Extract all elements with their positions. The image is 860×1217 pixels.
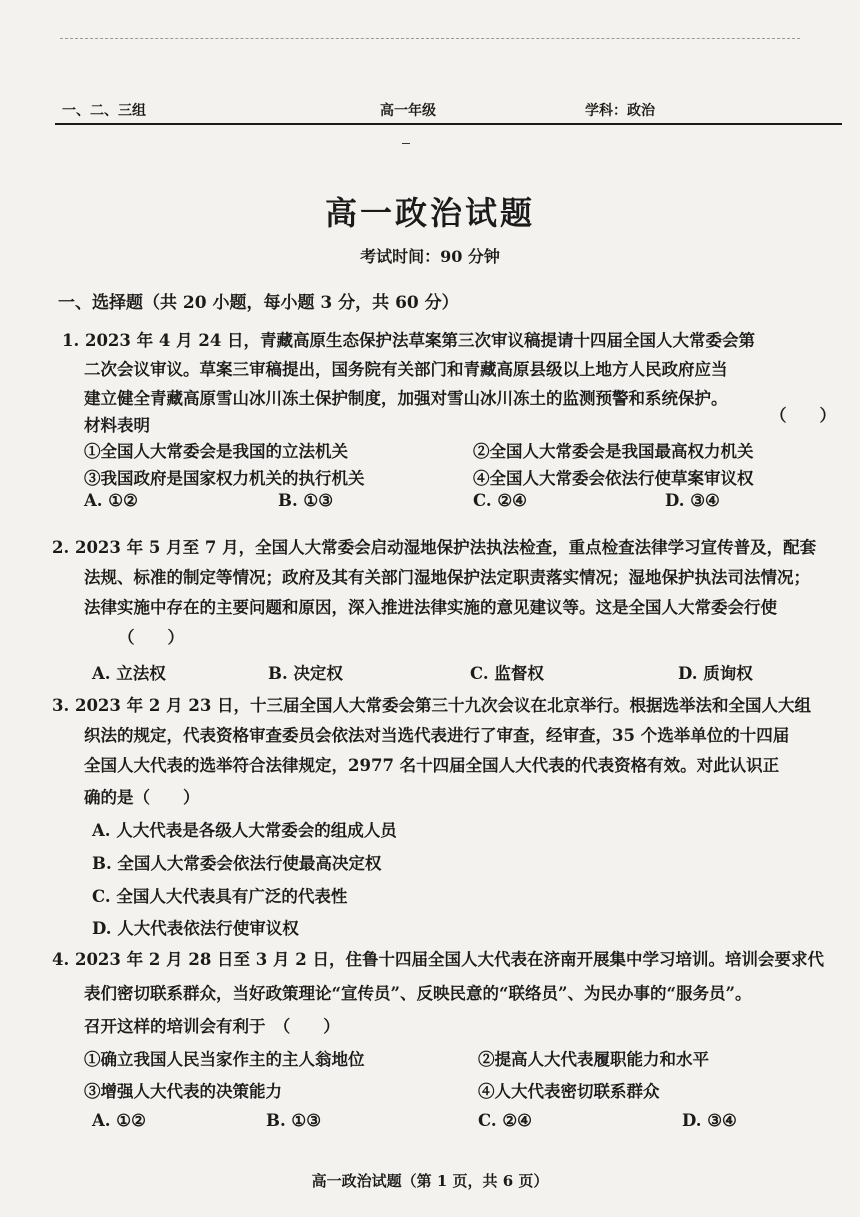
exam-time: 考试时间：90 分钟	[360, 247, 500, 266]
question-text-line: 1. 2023 年 4 月 24 日，青藏高原生态保护法草案第三次审议稿提请十四届全国人大常委会第	[62, 331, 756, 350]
statement-4: ④人大代表密切联系群众	[478, 1082, 660, 1101]
option-b: B. 决定权	[268, 664, 343, 683]
statement-2: ②提高人大代表履职能力和水平	[478, 1050, 709, 1069]
option-a: A. 立法权	[92, 664, 166, 683]
option-b: B. 全国人大常委会依法行使最高决定权	[92, 854, 382, 873]
question-text-line: （ ）	[118, 628, 184, 647]
question-text-line: 2. 2023 年 5 月至 7 月，全国人大常委会启动湿地保护法执法检查，重点检查法律学习宣传普及，配套	[52, 538, 817, 557]
option-c: C. ②④	[478, 1111, 532, 1130]
option-a: A. ①②	[92, 1111, 146, 1130]
option-d: D. 质询权	[678, 664, 753, 683]
question-text-line: 召开这样的培训会有利于 （ ）	[84, 1017, 340, 1036]
option-c: C. ②④	[473, 491, 527, 510]
question-text-line: 确的是（ ）	[84, 788, 200, 807]
question-text-line: 材料表明	[84, 416, 150, 435]
option-b: B. ①③	[278, 491, 334, 510]
option-d: D. ③④	[682, 1111, 737, 1130]
header-subject: 学科：政治	[585, 103, 655, 119]
option-a: A. ①②	[84, 491, 138, 510]
header-group: 一、二、三组	[62, 103, 146, 119]
option-d: D. ③④	[665, 491, 720, 510]
statement-3: ③我国政府是国家权力机关的执行机关	[84, 469, 365, 488]
small-dash-mark	[402, 143, 410, 144]
statement-4: ④全国人大常委会依法行使草案审议权	[473, 469, 754, 488]
section-heading: 一、选择题（共 20 小题，每小题 3 分，共 60 分）	[58, 293, 459, 313]
page-footer: 高一政治试题（第 1 页，共 6 页）	[311, 1172, 549, 1190]
question-text-line: 3. 2023 年 2 月 23 日，十三届全国人大常委会第三十九次会议在北京举行。根据选举法和全国人大组	[52, 696, 812, 715]
question-text-line: 建立健全青藏高原雪山冰川冻土保护制度，加强对雪山冰川冻土的监测预警和系统保护。	[84, 389, 728, 408]
question-text-line: 全国人大代表的选举符合法律规定，2977 名十四届全国人大代表的代表资格有效。对此认识正	[84, 756, 780, 775]
question-text-line: 4. 2023 年 2 月 28 日至 3 月 2 日，住鲁十四届全国人大代表在济南开展集中学习培训。培训会要求代	[52, 950, 824, 969]
page-header	[0, 100, 860, 122]
option-a: A. 人大代表是各级人大常委会的组成人员	[92, 821, 397, 840]
question-text-line: 二次会议审议。草案三审稿提出，国务院有关部门和青藏高原县级以上地方人民政府应当	[84, 360, 728, 379]
option-c: C. 监督权	[470, 664, 544, 683]
page-title: 高一政治试题	[324, 194, 535, 232]
question-text-line: 织法的规定，代表资格审查委员会依法对当选代表进行了审查，经审查，35 个选举单位的十四届	[84, 726, 790, 745]
scan-edge-line	[60, 38, 800, 39]
answer-parentheses: （ ）	[770, 406, 836, 425]
header-divider	[55, 123, 842, 125]
question-text-line: 表们密切联系群众，当好政策理论“宣传员”、反映民意的“联络员”、为民办事的“服务员”。	[84, 984, 752, 1003]
header-grade: 高一年级	[380, 103, 436, 119]
question-text-line: 法律实施中存在的主要问题和原因，深入推进法律实施的意见建议等。这是全国人大常委会行使	[84, 598, 777, 617]
option-c: C. 全国人大代表具有广泛的代表性	[92, 887, 348, 906]
statement-3: ③增强人大代表的决策能力	[84, 1082, 282, 1101]
statement-1: ①确立我国人民当家作主的主人翁地位	[84, 1050, 365, 1069]
question-text-line: 法规、标准的制定等情况；政府及其有关部门湿地保护法定职责落实情况；湿地保护执法司法情况；	[84, 568, 810, 587]
statement-1: ①全国人大常委会是我国的立法机关	[84, 442, 348, 461]
option-d: D. 人大代表依法行使审议权	[92, 919, 299, 938]
option-b: B. ①③	[266, 1111, 322, 1130]
statement-2: ②全国人大常委会是我国最高权力机关	[473, 442, 754, 461]
